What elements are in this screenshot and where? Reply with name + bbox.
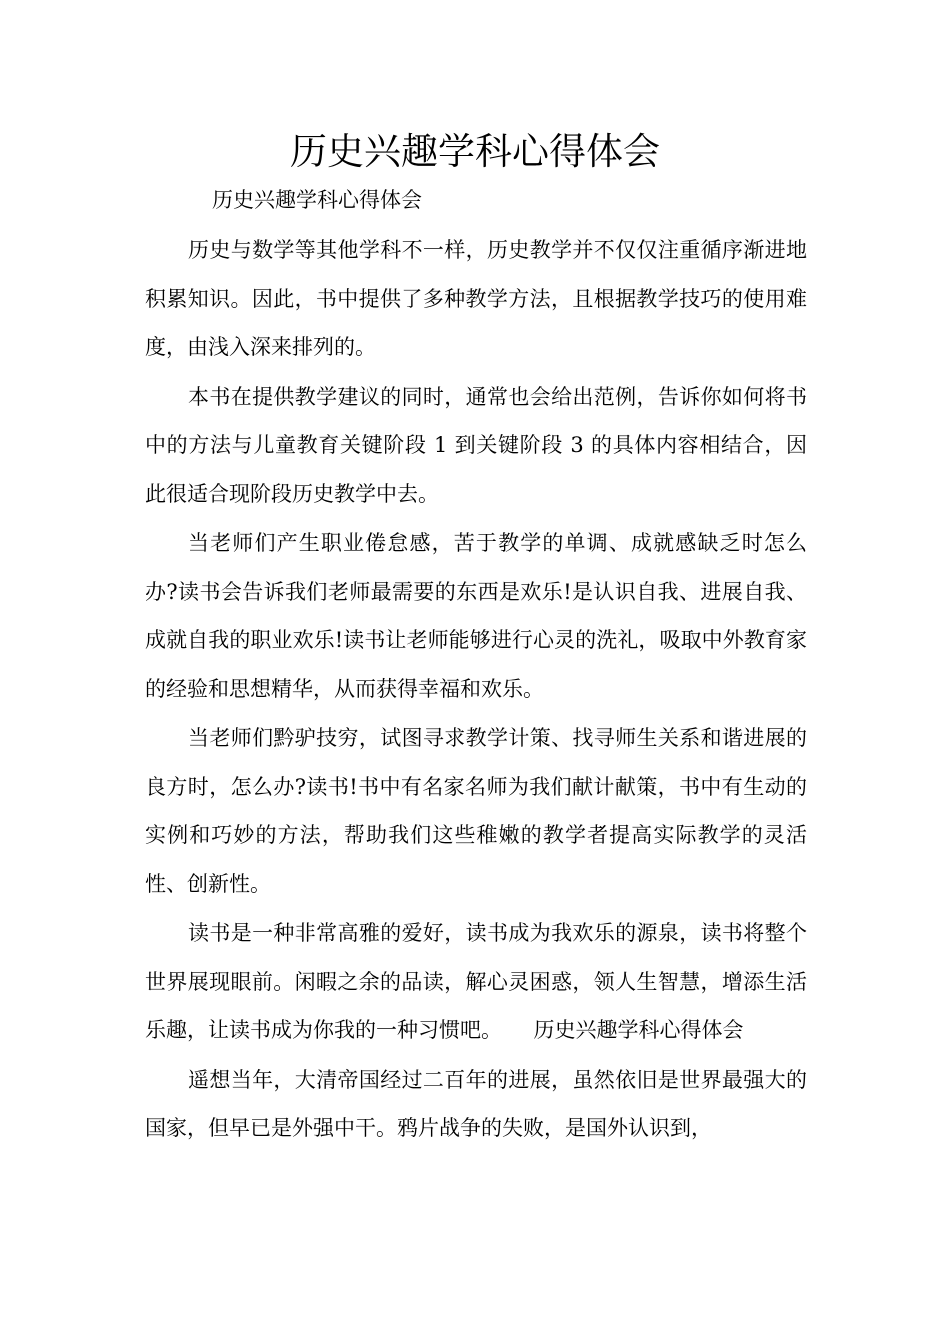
paragraph: 当老师们黔驴技穷，试图寻求教学计策、找寻师生关系和谐进展的良方时，怎么办?读书!书中有名家名师为我们献计献策，书中有生动的实例和巧妙的方法，帮助我们这些稚嫩的教学者提高实际教学的灵活性、创新性。 [145, 726, 807, 896]
paragraph: 历史与数学等其他学科不一样，历史教学并不仅仅注重循序渐进地积累知识。因此，书中提供了多种教学方法，且根据教学技巧的使用难度，由浅入深来排列的。 [145, 238, 807, 359]
document-subtitle: 历史兴趣学科心得体会 [212, 188, 422, 212]
paragraph: 当老师们产生职业倦怠感，苦于教学的单调、成就感缺乏时怎么办?读书会告诉我们老师最需要的东西是欢乐!是认识自我、进展自我、成就自我的职业欢乐!读书让老师能够进行心灵的洗礼，吸取中外教育家的经验和思想精华，从而获得幸福和欢乐。 [145, 531, 807, 701]
paragraph: 读书是一种非常高雅的爱好，读书成为我欢乐的源泉，读书将整个世界展现眼前。闲暇之余的品读，解心灵困惑，领人生智慧，增添生活乐趣，让读书成为你我的一种习惯吧。 历史兴趣学科心得体会 [145, 921, 807, 1042]
document-body [145, 226, 807, 1154]
paragraph: 本书在提供教学建议的同时，通常也会给出范例，告诉你如何将书中的方法与儿童教育关键阶段 1 到关键阶段 3 的具体内容相结合，因此很适合现阶段历史教学中去。 [145, 384, 807, 506]
paragraph: 遥想当年，大清帝国经过二百年的进展，虽然依旧是世界最强大的国家，但早已是外强中干。鸦片战争的失败，是国外认识到， [145, 1067, 807, 1140]
document-title: 历史兴趣学科心得体会 [290, 130, 660, 173]
